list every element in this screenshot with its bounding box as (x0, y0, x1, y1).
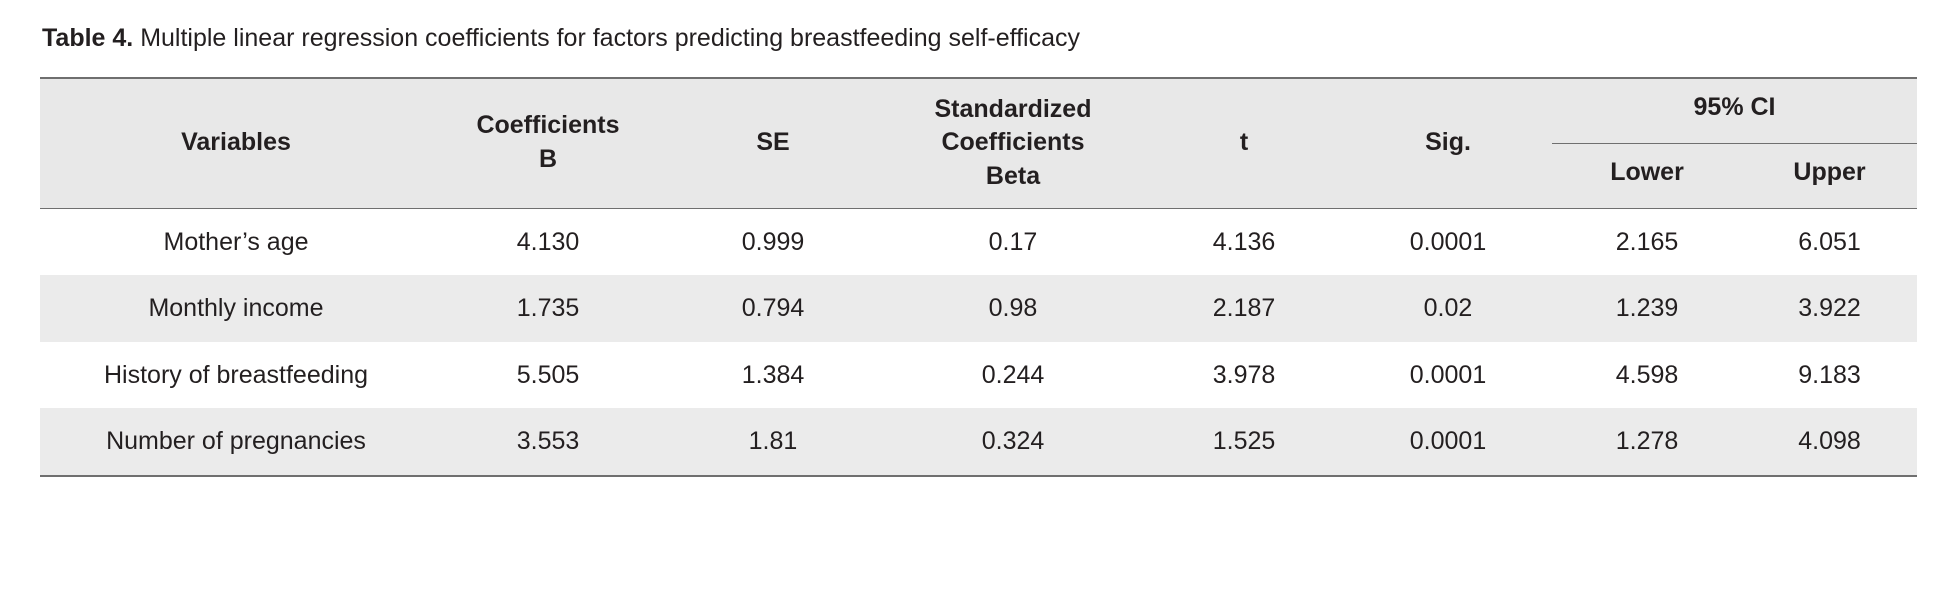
cell-ci-lower: 1.278 (1552, 408, 1742, 476)
table-row (40, 275, 1917, 342)
cell-se: 0.794 (664, 275, 882, 342)
table-row (40, 408, 1917, 476)
cell-t: 3.978 (1144, 342, 1344, 409)
cell-variable: Monthly income (40, 275, 432, 342)
cell-ci-upper: 3.922 (1742, 275, 1917, 342)
cell-variable: Mother’s age (40, 208, 432, 275)
cell-se: 1.81 (664, 408, 882, 476)
cell-ci-upper: 6.051 (1742, 208, 1917, 275)
column-header-coefficients-b-line2: B (538, 145, 558, 174)
table-header-row-main (40, 78, 1917, 144)
table-body (40, 208, 1917, 476)
cell-t: 2.187 (1144, 275, 1344, 342)
table-row (40, 208, 1917, 275)
cell-sig: 0.0001 (1344, 342, 1552, 409)
column-header-standardized-line3: Beta (985, 162, 1041, 190)
cell-sig: 0.0001 (1344, 408, 1552, 476)
column-header-ci-upper: Upper (1742, 144, 1917, 209)
table-caption-label: Table 4. (42, 24, 134, 52)
column-header-coefficients-b (432, 78, 664, 209)
cell-coefficient-b: 1.735 (432, 275, 664, 342)
table-row (40, 342, 1917, 409)
table-caption-text: Multiple linear regression coefficients for factors predicting breastfeeding self-efficacy (133, 24, 1081, 52)
cell-beta: 0.98 (882, 275, 1144, 342)
cell-ci-lower: 1.239 (1552, 275, 1742, 342)
cell-t: 1.525 (1144, 408, 1344, 476)
cell-beta: 0.324 (882, 408, 1144, 476)
cell-variable: History of breastfeeding (40, 342, 432, 409)
cell-ci-upper: 4.098 (1742, 408, 1917, 476)
column-header-standardized-beta (882, 78, 1144, 209)
column-header-standardized-line1: Standardized (934, 94, 1092, 123)
regression-coefficients-table (40, 77, 1917, 477)
column-header-variables: Variables (40, 78, 432, 209)
cell-ci-upper: 9.183 (1742, 342, 1917, 409)
column-header-se: SE (664, 78, 882, 209)
cell-sig: 0.0001 (1344, 208, 1552, 275)
cell-coefficient-b: 4.130 (432, 208, 664, 275)
cell-coefficient-b: 5.505 (432, 342, 664, 409)
cell-sig: 0.02 (1344, 275, 1552, 342)
cell-ci-lower: 2.165 (1552, 208, 1742, 275)
column-header-ci-group: 95% CI (1552, 78, 1917, 144)
cell-beta: 0.17 (882, 208, 1144, 275)
cell-ci-lower: 4.598 (1552, 342, 1742, 409)
cell-variable: Number of pregnancies (40, 408, 432, 476)
table-caption (42, 22, 1917, 55)
column-header-coefficients-b-line1: Coefficients (476, 111, 620, 140)
column-header-standardized-line2: Coefficients (941, 128, 1085, 157)
cell-se: 0.999 (664, 208, 882, 275)
column-header-ci-lower: Lower (1552, 144, 1742, 209)
cell-t: 4.136 (1144, 208, 1344, 275)
cell-se: 1.384 (664, 342, 882, 409)
cell-coefficient-b: 3.553 (432, 408, 664, 476)
cell-beta: 0.244 (882, 342, 1144, 409)
column-header-sig: Sig. (1344, 78, 1552, 209)
column-header-t: t (1144, 78, 1344, 209)
table-head (40, 78, 1917, 209)
